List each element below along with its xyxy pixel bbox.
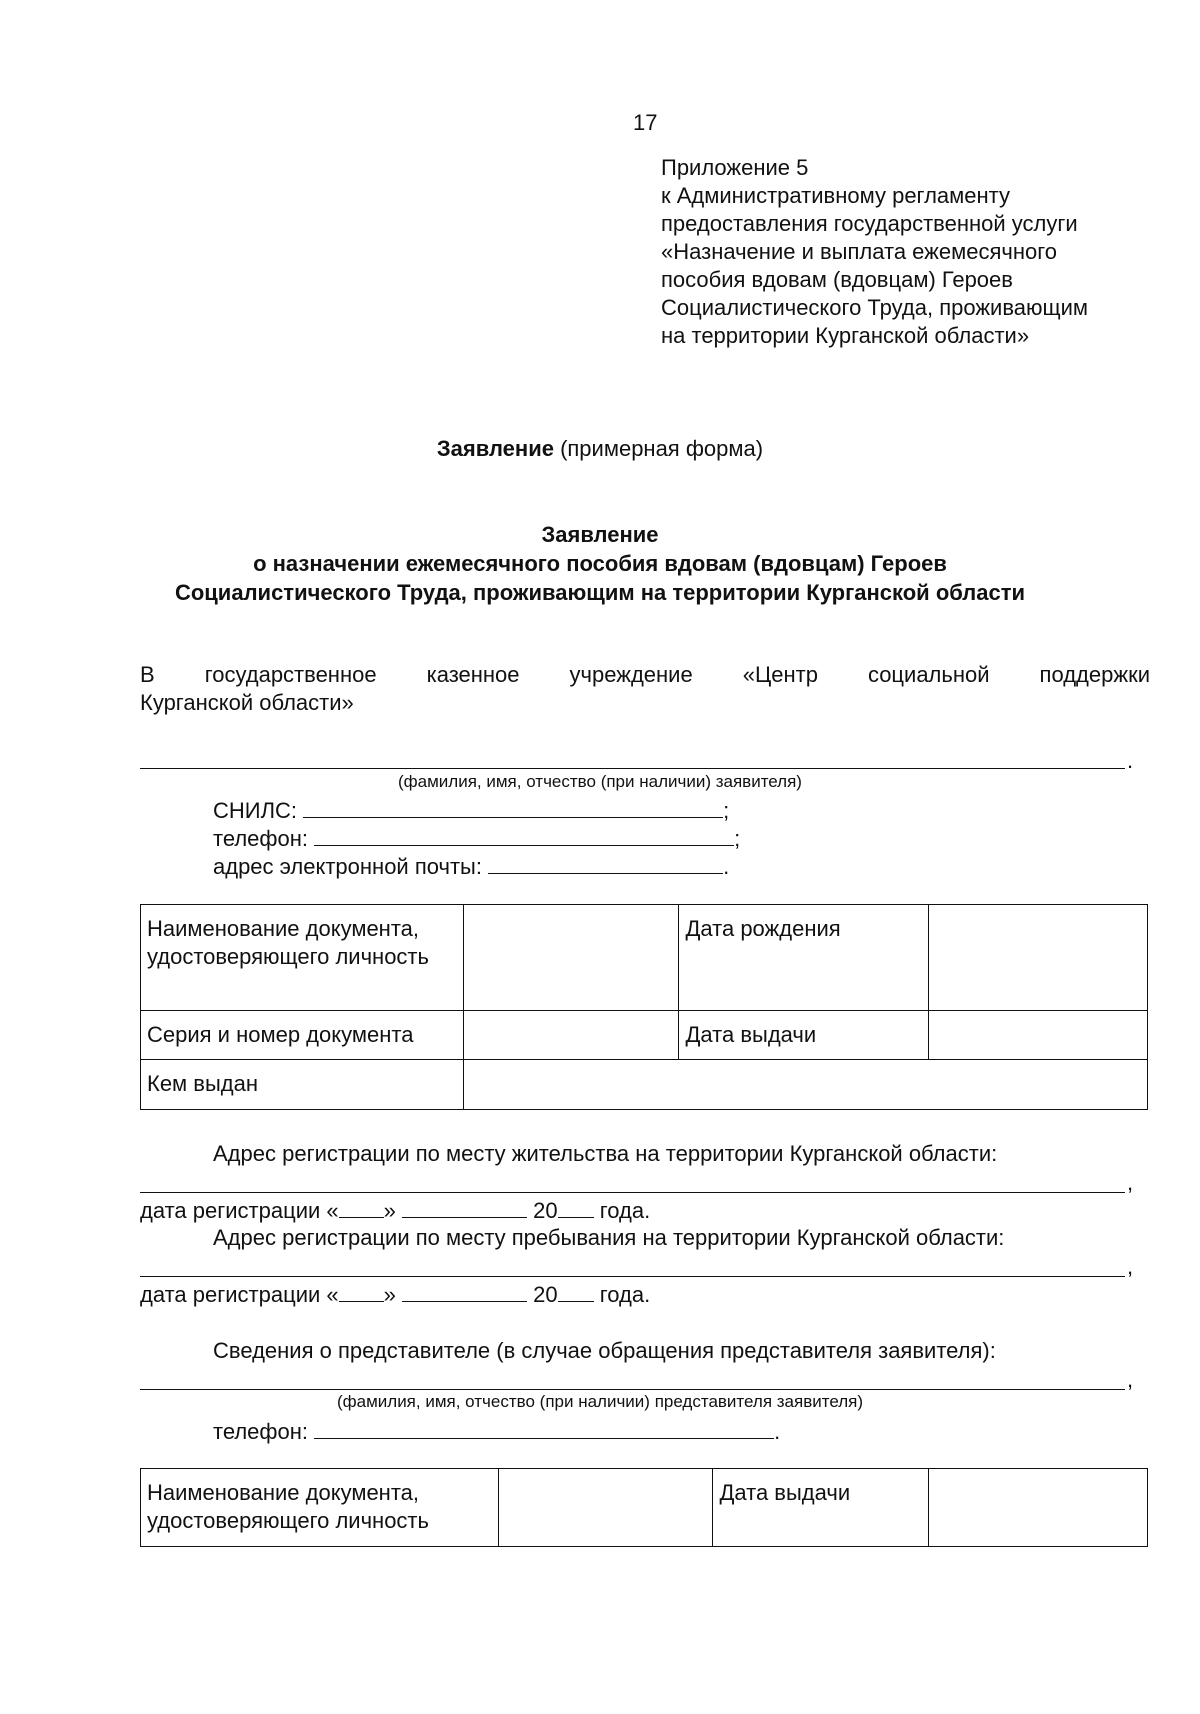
reg-year-suffix: года. xyxy=(599,1198,651,1223)
phone-end: ; xyxy=(734,826,741,851)
title-line: Заявление xyxy=(541,522,659,547)
reg-date-mid: » xyxy=(383,1282,396,1307)
appendix-line: «Назначение и выплата ежемесячного xyxy=(661,239,1057,264)
stay-year-field[interactable] xyxy=(558,1281,594,1302)
email-end: . xyxy=(723,854,730,879)
stay-day-field[interactable] xyxy=(339,1281,384,1302)
stay-month-field[interactable] xyxy=(402,1281,527,1302)
appendix-line: пособия вдовам (вдовцам) Героев xyxy=(661,267,1013,292)
issue-date-label: Дата выдачи xyxy=(679,1011,929,1060)
stay-heading: Адрес регистрации по месту пребывания на территории Курганской области: xyxy=(213,1225,1005,1250)
phone-row xyxy=(213,825,740,852)
phone-label: телефон: xyxy=(213,826,309,851)
appendix-line: Приложение 5 xyxy=(661,155,809,180)
rep-phone-label: телефон: xyxy=(213,1419,309,1444)
birth-date-label: Дата рождения xyxy=(679,905,929,1011)
stay-line-end: , xyxy=(1127,1254,1134,1279)
residence-address-field[interactable] xyxy=(140,1192,1125,1193)
phone-field[interactable] xyxy=(314,825,734,846)
page-number: 17 xyxy=(633,110,658,135)
rep-doc-name-value-cell[interactable] xyxy=(498,1469,713,1547)
table-row xyxy=(141,905,1148,1011)
reg-year-suffix: года. xyxy=(599,1282,651,1307)
email-field[interactable] xyxy=(488,853,723,874)
reg-year-prefix: 20 xyxy=(533,1198,558,1223)
table-row xyxy=(141,1060,1148,1110)
snils-label: СНИЛС: xyxy=(213,798,298,823)
email-label: адрес электронной почты: xyxy=(213,854,482,879)
form-label-rest: (примерная форма) xyxy=(553,436,764,461)
form-label-bold: Заявление xyxy=(436,436,554,461)
issue-date-value-cell[interactable] xyxy=(929,1011,1148,1060)
residence-date-row xyxy=(140,1197,650,1224)
applicant-name-end: . xyxy=(1127,748,1134,773)
appendix-line: к Административному регламенту xyxy=(661,183,1011,208)
reg-month-field[interactable] xyxy=(402,1197,527,1218)
reg-date-mid: » xyxy=(383,1198,396,1223)
representative-name-field[interactable] xyxy=(140,1389,1125,1390)
snils-end: ; xyxy=(723,798,730,823)
series-number-label: Серия и номер документа xyxy=(141,1011,464,1060)
representative-heading: Сведения о представителе (в случае обращения представителя заявителя): xyxy=(213,1338,996,1363)
applicant-name-caption: (фамилия, имя, отчество (при наличии) заявителя) xyxy=(398,772,802,791)
doc-name-label: Наименование документа, удостоверяющего личность xyxy=(141,905,464,1011)
addressee-line-2: Курганской области» xyxy=(140,690,354,715)
representative-line-end: , xyxy=(1127,1367,1134,1392)
snils-field[interactable] xyxy=(303,797,723,818)
representative-document-table xyxy=(140,1468,1148,1547)
email-row xyxy=(213,853,729,880)
residence-heading: Адрес регистрации по месту жительства на территории Курганской области: xyxy=(213,1141,998,1166)
applicant-name-field[interactable] xyxy=(140,768,1125,769)
rep-phone-end: . xyxy=(774,1419,781,1444)
form-label xyxy=(0,436,1200,462)
rep-doc-name-label: Наименование документа, удостоверяющего личность xyxy=(141,1469,499,1547)
rep-issue-date-value-cell[interactable] xyxy=(929,1469,1148,1547)
addressee-line-1: В государственное казенное учреждение «Центр социальной поддержки xyxy=(140,662,1150,687)
birth-date-value-cell[interactable] xyxy=(929,905,1148,1011)
document-title xyxy=(0,520,1200,607)
reg-date-prefix: дата регистрации « xyxy=(140,1198,339,1223)
reg-day-field[interactable] xyxy=(339,1197,384,1218)
rep-issue-date-label: Дата выдачи xyxy=(713,1469,929,1547)
table-row xyxy=(141,1469,1148,1547)
identity-document-table xyxy=(140,904,1148,1110)
issued-by-value-cell[interactable] xyxy=(463,1060,1147,1110)
snils-row xyxy=(213,797,729,824)
residence-line-end: , xyxy=(1127,1170,1134,1195)
appendix-line: на территории Курганской области» xyxy=(661,323,1030,348)
reg-date-prefix: дата регистрации « xyxy=(140,1282,339,1307)
appendix-block xyxy=(661,154,1088,350)
appendix-line: Социалистического Труда, проживающим xyxy=(661,295,1089,320)
issued-by-label: Кем выдан xyxy=(141,1060,464,1110)
title-line: Социалистического Труда, проживающим на территории Курганской области xyxy=(174,580,1026,605)
reg-year-field[interactable] xyxy=(558,1197,594,1218)
appendix-line: предоставления государственной услуги xyxy=(661,211,1078,236)
stay-date-row xyxy=(140,1281,650,1308)
representative-name-caption: (фамилия, имя, отчество (при наличии) представителя заявителя) xyxy=(336,1392,864,1411)
title-line: о назначении ежемесячного пособия вдовам (вдовцам) Героев xyxy=(253,551,947,576)
series-number-value-cell[interactable] xyxy=(463,1011,679,1060)
rep-phone-field[interactable] xyxy=(314,1418,774,1439)
table-row xyxy=(141,1011,1148,1060)
stay-address-field[interactable] xyxy=(140,1276,1125,1277)
representative-phone-row xyxy=(213,1418,780,1445)
reg-year-prefix: 20 xyxy=(533,1282,558,1307)
doc-name-value-cell[interactable] xyxy=(463,905,679,1011)
